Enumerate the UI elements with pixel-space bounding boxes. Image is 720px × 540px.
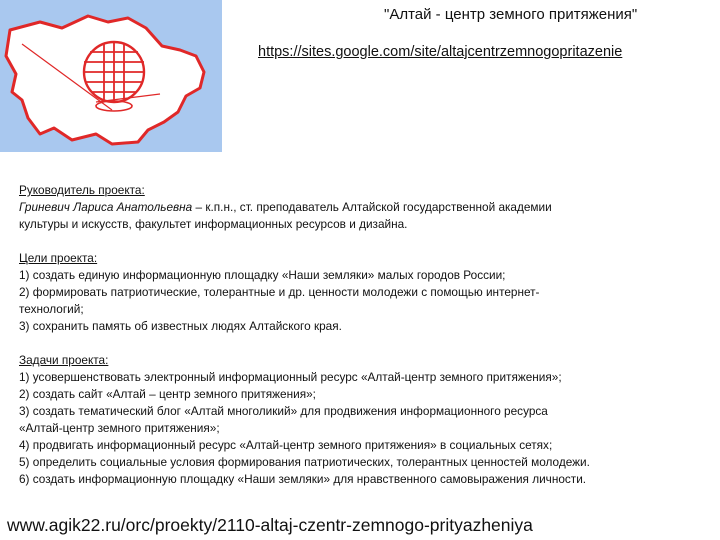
leader-name: Гриневич Лариса Анатольевна (19, 200, 193, 214)
leader-heading: Руководитель проекта: (19, 183, 145, 197)
task-item: 1) усовершенствовать электронный информационный ресурс «Алтай-центр земного притяжения»; (19, 370, 562, 384)
goal-item: 2) формировать патриотические, толерантные и др. ценности молодежи с помощью интернет- (19, 285, 540, 299)
leader-section (19, 182, 704, 233)
task-item: 6) создать информационную площадку «Наши земляки» для нравственного самовыражения личности. (19, 472, 587, 486)
tasks-heading: Задачи проекта: (19, 353, 109, 367)
footer-url[interactable]: www.agik22.ru/orc/proekty/2110-altaj-czentr-zemnogo-prityazheniya (7, 515, 533, 535)
leader-line (19, 199, 704, 216)
task-item: «Алтай-центр земного притяжения»; (19, 421, 220, 435)
goal-item: 3) сохранить память об известных людях Алтайского края. (19, 319, 342, 333)
goals-heading: Цели проекта: (19, 251, 98, 265)
logo (0, 0, 222, 152)
site-link[interactable]: https://sites.google.com/site/altajcentrzemnogopritazenie (258, 44, 623, 60)
goal-item: 1) создать единую информационную площадку «Наши земляки» малых городов России; (19, 268, 506, 282)
altai-map-logo-icon (0, 0, 222, 152)
task-item: 3) создать тематический блог «Алтай многоликий» для продвижения информационного ресурса (19, 404, 548, 418)
task-item: 5) определить социальные условия формирования патриотических, толерантных ценностей молодежи. (19, 455, 590, 469)
leader-details-2: культуры и искусств, факультет информационных ресурсов и дизайна. (19, 217, 408, 231)
leader-details-1: – к.п.н., ст. преподаватель Алтайской государственной академии (192, 200, 552, 214)
task-item: 2) создать сайт «Алтай – центр земного притяжения»; (19, 387, 316, 401)
main-content (19, 182, 704, 505)
goal-item: технологий; (19, 302, 84, 316)
tasks-section (19, 352, 704, 488)
goals-section (19, 250, 704, 335)
task-item: 4) продвигать информационный ресурс «Алтай-центр земного притяжения» в социальных сетях; (19, 438, 553, 452)
project-title: "Алтай - центр земного притяжения" (384, 6, 638, 23)
